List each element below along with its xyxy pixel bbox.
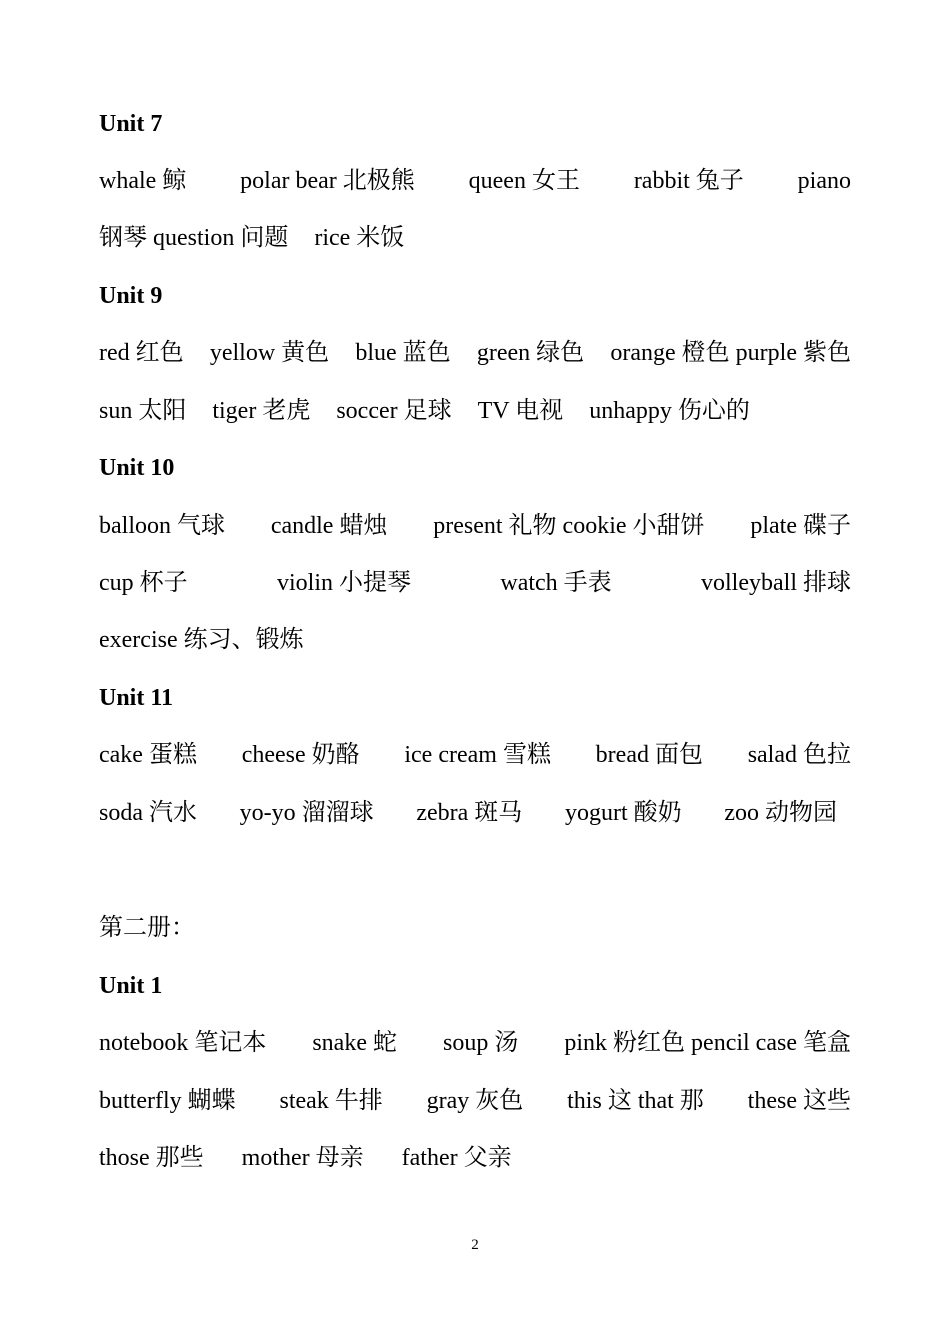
vocab-item: balloon 气球 xyxy=(99,513,225,539)
unit9-vocab-line-2 xyxy=(99,396,851,426)
vocab-item: volleyball 排球 xyxy=(701,570,851,596)
book2-unit1-vocab-line-2 xyxy=(99,1086,851,1116)
vocab-item: yo-yo 溜溜球 xyxy=(239,800,374,826)
vocab-item: cheese 奶酪 xyxy=(241,742,360,768)
vocab-item: orange 橙色 purple 紫色 xyxy=(610,340,851,366)
vocab-item: mother 母亲 xyxy=(241,1145,364,1171)
vocab-item: rice 米饭 xyxy=(314,225,405,251)
vocab-item: watch 手表 xyxy=(500,570,612,596)
unit9-vocab-line-1 xyxy=(99,338,851,368)
vocab-item: present 礼物 cookie 小甜饼 xyxy=(433,513,705,539)
book2-unit1-heading: Unit 1 xyxy=(99,973,163,999)
page-number: 2 xyxy=(471,1237,479,1253)
vocab-item: piano xyxy=(797,168,851,194)
vocab-item: yellow 黄色 xyxy=(209,340,330,366)
vocab-item: pink 粉红色 pencil case 笔盒 xyxy=(564,1030,851,1056)
vocab-item: cup 杯子 xyxy=(99,570,188,596)
unit11-heading: Unit 11 xyxy=(99,685,174,711)
vocab-item: those 那些 xyxy=(99,1145,204,1171)
vocab-item: sun 太阳 xyxy=(99,398,187,424)
vocab-item: bread 面包 xyxy=(595,742,703,768)
vocab-item: candle 蜡烛 xyxy=(270,513,388,539)
vocab-item: zoo 动物园 xyxy=(724,800,837,826)
vocab-item: salad 色拉 xyxy=(747,742,851,768)
vocab-item: cake 蛋糕 xyxy=(99,742,197,768)
book2-label: 第二册： xyxy=(99,915,195,941)
unit11-vocab-line-1 xyxy=(99,740,851,770)
vocab-item: yogurt 酸奶 xyxy=(564,800,682,826)
vocab-item: snake 蛇 xyxy=(312,1030,397,1056)
book2-unit1-vocab-line-3 xyxy=(99,1143,851,1173)
unit10-heading: Unit 10 xyxy=(99,455,175,481)
vocab-item: notebook 笔记本 xyxy=(99,1030,267,1056)
vocab-item: this 这 that 那 xyxy=(567,1088,704,1114)
vocab-item: soccer 足球 xyxy=(336,398,452,424)
vocab-item: blue 蓝色 xyxy=(355,340,451,366)
vocab-item: zebra 斑马 xyxy=(416,800,523,826)
vocab-item: rabbit 兔子 xyxy=(633,168,744,194)
unit11-vocab-line-2 xyxy=(99,798,837,828)
unit7-vocab-line-2 xyxy=(99,223,851,253)
vocab-item: red 红色 xyxy=(99,340,184,366)
vocab-item: soup 汤 xyxy=(443,1030,519,1056)
vocab-item: ice cream 雪糕 xyxy=(404,742,551,768)
vocab-item: father 父亲 xyxy=(401,1145,512,1171)
unit7-vocab-line-1 xyxy=(99,166,851,196)
vocab-item: tiger 老虎 xyxy=(212,398,311,424)
vocab-item: soda 汽水 xyxy=(99,800,197,826)
unit10-vocab-line-2 xyxy=(99,568,851,598)
vocab-item: gray 灰色 xyxy=(426,1088,524,1114)
vocab-item: polar bear 北极熊 xyxy=(240,168,415,194)
unit7-heading: Unit 7 xyxy=(99,111,163,137)
vocab-item: plate 碟子 xyxy=(750,513,851,539)
vocab-item: queen 女王 xyxy=(468,168,580,194)
vocab-item: 钢琴 question 问题 xyxy=(99,225,289,251)
vocab-item: butterfly 蝴蝶 xyxy=(99,1088,236,1114)
unit10-vocab-line-1 xyxy=(99,511,851,541)
vocab-item: whale 鲸 xyxy=(99,168,187,194)
book2-unit1-vocab-line-1 xyxy=(99,1028,851,1058)
vocab-item: exercise 练习、锻炼 xyxy=(99,627,304,653)
vocab-item: these 这些 xyxy=(747,1088,851,1114)
vocab-item: violin 小提琴 xyxy=(277,570,412,596)
vocab-item: TV 电视 xyxy=(477,398,564,424)
vocab-item: green 绿色 xyxy=(476,340,585,366)
vocab-item: steak 牛排 xyxy=(279,1088,383,1114)
vocab-item: unhappy 伤心的 xyxy=(589,398,750,424)
unit10-vocab-line-3 xyxy=(99,625,851,655)
unit9-heading: Unit 9 xyxy=(99,283,163,309)
